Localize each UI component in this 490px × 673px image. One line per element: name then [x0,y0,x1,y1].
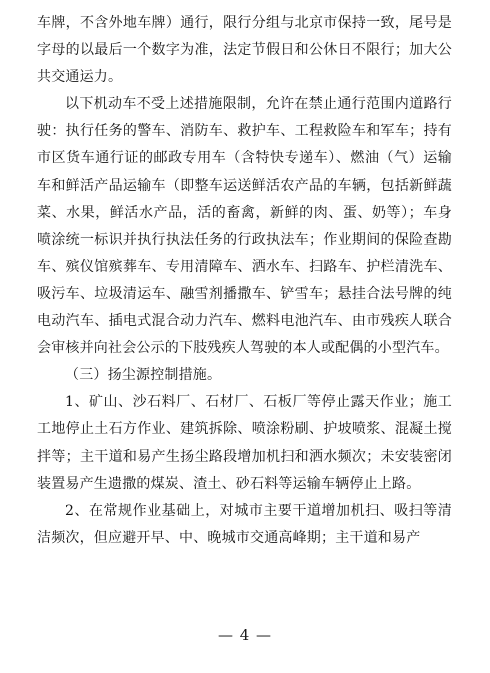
paragraph-item-1: 1、矿山、沙石料厂、石材厂、石板厂等停止露天作业；施工工地停止土石方作业、建筑拆除、喷涂粉刷、护坡喷浆、混凝土搅拌等；主干道和易产生扬尘路段增加机扫和洒水频次；未安装密闭装置易产生遗撒的煤炭、渣土、砂石料等运输车辆停止上路。 [37,394,452,492]
section-heading-dust-control: （三）扬尘源控制措施。 [65,367,222,384]
document-body [37,10,452,552]
paragraph-continuation: 车牌，不含外地车牌）通行，限行分组与北京市保持一致，尾号是字母的以最后一个数字为准，法定节假日和公休日不限行；加大公共交通运力。 [37,15,452,86]
paragraph-item-2: 2、在常规作业基础上，对城市主要干道增加机扫、吸扫等清洁频次，但应避开早、中、晚城市交通高峰期；主干道和易产 [37,502,452,546]
paragraph-exempt-vehicles: 以下机动车不受上述措施限制，允许在禁止通行范围内道路行驶：执行任务的警车、消防车、救护车、工程救险车和军车；持有市区货车通行证的邮政专用车（含特快专递车）、燃油（气）运输车和鲜活产品运输车（即整车运送鲜活农产品的车辆，包括新鲜蔬菜、水果，鲜活水产品，活的畜禽，新鲜的肉、蛋、奶等）；车身喷涂统一标识并执行执法任务的行政执法车；作业期间的保险查勘车、殡仪馆殡葬车、专用清障车、洒水车、扫路车、护栏清洗车、吸污车、垃圾清运车、融雪剂播撒车、铲雪车；悬挂合法号牌的纯电动汽车、插电式混合动力汽车、燃料电池汽车、由市残疾人联合会审核并向社会公示的下肢残疾人驾驶的本人或配偶的小型汽车。 [37,96,452,357]
page-number: — 4 — [217,626,273,644]
